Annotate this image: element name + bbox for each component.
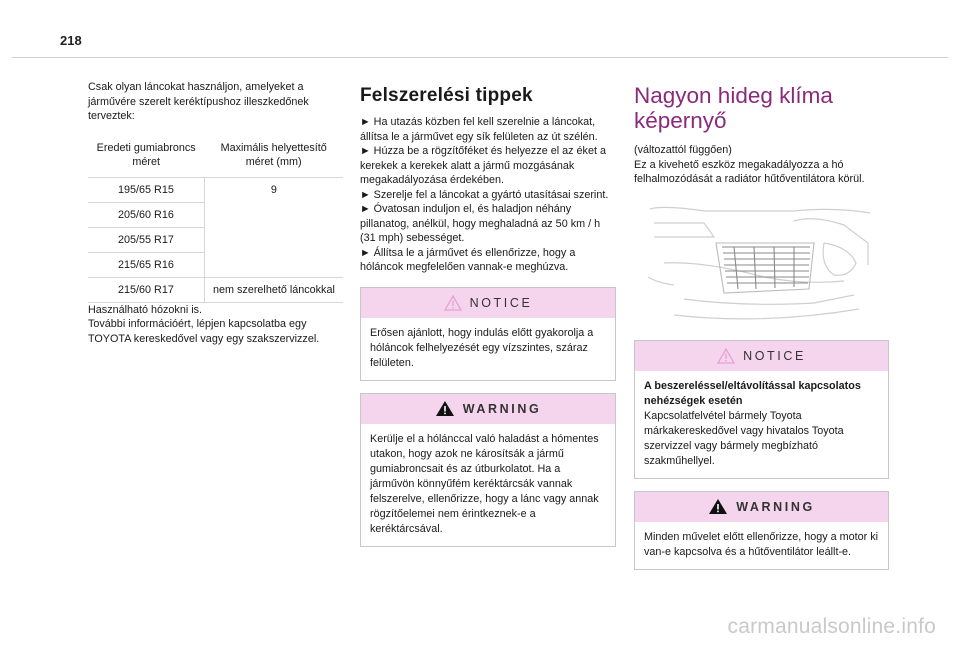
section-title-cold-climate: Nagyon hideg klíma képernyő bbox=[634, 83, 833, 133]
notice-text: Erősen ajánlott, hogy indulás előtt gyakorolja a hóláncok felhelyezését egy vízszintes, száraz felületen. bbox=[370, 326, 594, 369]
table-row bbox=[88, 177, 343, 202]
snow-socks-text: Használható hózokni is. További információért, lépjen kapcsolatba egy TOYOTA kereskedővel vagy egy szakszervizzel. bbox=[88, 303, 320, 345]
car-front-grille-illustration bbox=[644, 203, 876, 321]
column-snow-chains-table bbox=[88, 80, 343, 346]
chains-intro-text: Csak olyan láncokat használjon, amelyeket a járművére szerelt keréktípushoz illeszkedőnek terveztek: bbox=[88, 81, 309, 122]
table-header-row bbox=[88, 136, 343, 178]
notice-label: NOTICE bbox=[469, 295, 533, 310]
header-max-size: Maximális helyettesítő méret (mm) bbox=[204, 136, 343, 178]
column-fitting-tips bbox=[360, 80, 616, 547]
page-number: 218 bbox=[60, 33, 82, 48]
fitting-steps-text: ► Ha utazás közben fel kell szerelnie a láncokat, állítsa le a járművet egy sík felületen az út szélén. ► Húzza be a rögzítőféket és helyezze el az éket a kerekek a kerekek alatt a jármű mozgásának megakadályozása érdekében. ► Szerelje fel a láncokat a gyártó utasításai szerint. ► Óvatosan induljon el, és haladjon néhány pillanatog, anélkül, hogy meghaladná az 50 km / h (31 mph) sebességet. ► Állítsa le a járművet és ellenőrizze, hogy a hóláncok megfelelően vannak-e meghúzva. bbox=[360, 116, 609, 273]
table-row bbox=[88, 277, 343, 302]
caution-triangle-icon bbox=[717, 348, 735, 364]
table-cell: 205/55 R17 bbox=[88, 227, 204, 252]
table-cell: nem szerelhető láncokkal bbox=[204, 277, 343, 302]
warning-text: Kerülje el a hólánccal való haladást a hómentes utakon, hogy azok ne károsítsák a jármű gumiabroncsait és az útburkolatot. Ha a járművön könnyűfém keréktárcsák vannak felszerelve, ellenőrizze, hogy a lánc vagy annak rögzítőelemei nem érintkeznek-e a keréktárcsával. bbox=[370, 432, 599, 535]
tire-size-table bbox=[88, 136, 343, 303]
warning-triangle-icon bbox=[708, 498, 728, 515]
table-cell: 205/60 R16 bbox=[88, 202, 204, 227]
section-title-fitting-tips: Felszerelési tippek bbox=[360, 85, 533, 106]
header-divider bbox=[12, 57, 948, 58]
warning-header bbox=[635, 492, 888, 522]
notice-box bbox=[634, 340, 889, 479]
table-cell: 9 bbox=[204, 177, 343, 277]
notice-header bbox=[361, 288, 615, 318]
notice-text: Kapcsolatfelvétel bármely Toyota márkakereskedővel vagy hivatalos Toyota szervizzel vagy bármely megbízható szakműhellyel. bbox=[644, 409, 844, 467]
warning-header bbox=[361, 394, 615, 424]
column-cold-climate-screen bbox=[634, 80, 889, 570]
table-cell: 215/60 R17 bbox=[88, 277, 204, 302]
cold-climate-description: Ez a kivehető eszköz megakadályozza a hó felhalmozódását a radiátor hűtőventilátora körül. bbox=[634, 158, 865, 185]
header-original-size: Eredeti gumiabroncs méret bbox=[88, 136, 204, 178]
warning-box bbox=[634, 491, 889, 570]
cold-climate-subtitle: (változattól függően) bbox=[634, 144, 732, 156]
warning-label: WARNING bbox=[736, 499, 815, 514]
notice-label: NOTICE bbox=[743, 348, 806, 363]
table-cell: 215/65 R16 bbox=[88, 252, 204, 277]
caution-triangle-icon bbox=[444, 295, 462, 311]
warning-label: WARNING bbox=[462, 401, 542, 416]
warning-triangle-icon bbox=[435, 400, 455, 417]
notice-content bbox=[635, 371, 888, 478]
watermark-text: carmanualsonline.info bbox=[727, 615, 936, 638]
notice-box bbox=[360, 287, 616, 381]
notice-title: A beszereléssel/eltávolítással kapcsolatos nehézségek esetén bbox=[644, 379, 861, 407]
warning-box bbox=[360, 393, 616, 547]
notice-header bbox=[635, 341, 888, 371]
warning-text: Minden művelet előtt ellenőrizze, hogy a motor ki van-e kapcsolva és a hűtőventilátor leállt-e. bbox=[644, 530, 879, 558]
table-cell: 195/65 R15 bbox=[88, 177, 204, 202]
